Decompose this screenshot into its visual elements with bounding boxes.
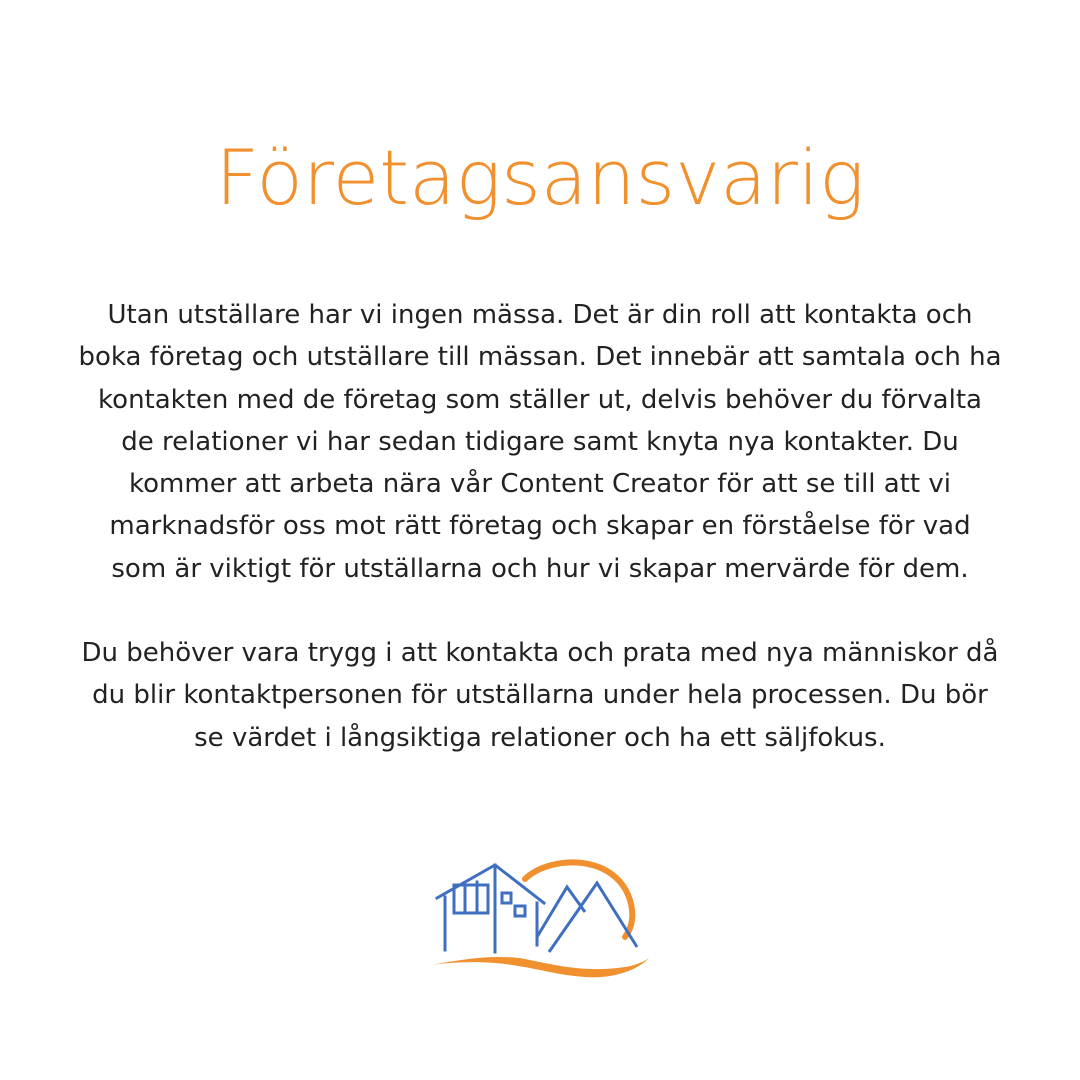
page-title: Företagsansvarig: [215, 133, 865, 222]
paragraph-line: Du behöver vara trygg i att kontakta och prata med nya människor då: [81, 638, 999, 668]
ground-swoosh: [430, 957, 649, 977]
mountains: [537, 883, 637, 952]
paragraph-line: kommer att arbeta nära vår Content Creator för att se till att vi: [129, 469, 951, 500]
house-mountains-sun-logo-icon: [425, 855, 655, 985]
paragraph-line: du blir kontaktpersonen för utställarna under hela processen. Du bör: [92, 680, 988, 711]
paragraph-line: se värdet i långsiktiga relationer och ha ett säljfokus.: [194, 722, 886, 753]
paragraph-line: som är viktigt för utställarna och hur vi skapar mervärde för dem.: [111, 553, 969, 584]
description-paragraph-2: [60, 632, 1020, 759]
description-paragraph-1: [60, 294, 1020, 590]
paragraph-line: de relationer vi har sedan tidigare samt knyta nya kontakter. Du: [121, 426, 959, 457]
paragraph-line: marknadsför oss mot rätt företag och skapar en förståelse för vad: [109, 511, 971, 542]
paragraph-line: Utan utställare har vi ingen mässa. Det är din roll att kontakta och: [107, 300, 973, 330]
paragraph-line: kontakten med de företag som ställer ut, delvis behöver du förvalta: [98, 384, 982, 415]
paragraph-line: boka företag och utställare till mässan. Det innebär att samtala och ha: [78, 342, 1002, 373]
